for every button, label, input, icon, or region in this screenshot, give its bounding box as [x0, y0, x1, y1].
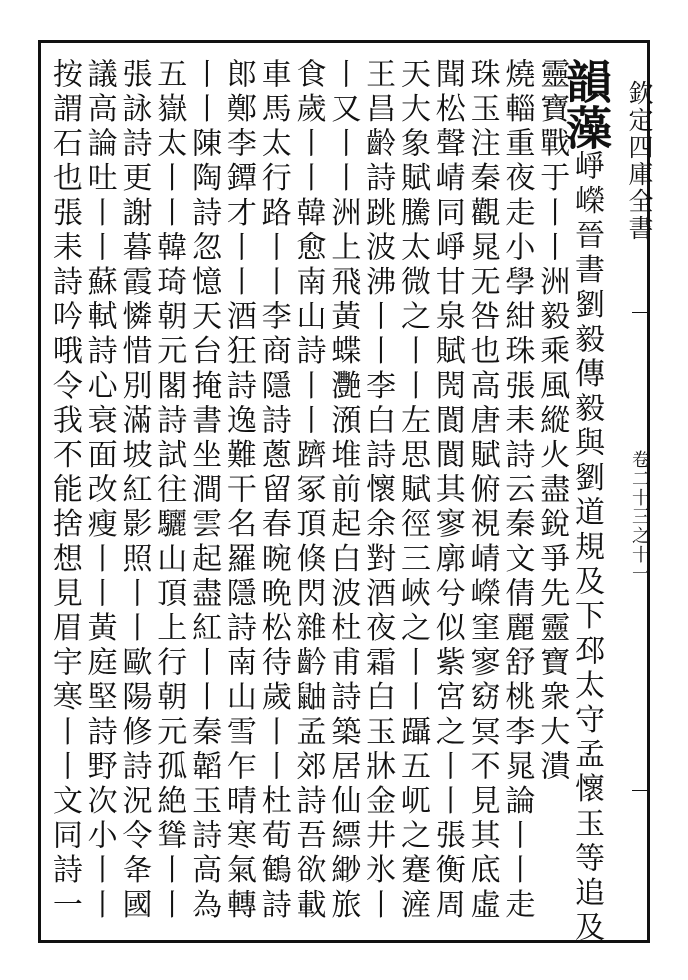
column-text: 五嶽太丨丨韓琦朝元閣詩試往驪山頂上行朝元孤絶聳丨丨 — [151, 58, 187, 923]
column-text: 張詠詩更謝暮霞憐惜別滿坡紅影照丨丨歐陽修詩況令夅國 — [116, 58, 152, 923]
page-margin-strip — [622, 40, 654, 943]
column-text: 天大象賦騰太微之丨丨左思賦徑三峽之丨丨躡五屼之蹇滻 — [394, 58, 430, 923]
column-text: 燒輜重夜走小學紺珠張耒詩云秦文倩麗舒桃李晁論丨丨走 — [499, 58, 535, 923]
text-column-5 — [429, 58, 464, 928]
text-column-9 — [290, 58, 325, 928]
column-text: 崢嶸晉書劉毅傳毅與劉道規及下邳太守孟懷玉等追及 — [569, 150, 604, 946]
column-text: 靈寶戰于丨丨洲毅乘風縱火盡銳爭先靈寶衆大潰 — [534, 58, 570, 785]
margin-rule-bottom — [632, 790, 650, 791]
entry-heading: 韻藻 — [559, 58, 613, 150]
text-column-10 — [255, 58, 290, 928]
text-column-14 — [116, 58, 151, 928]
book-title: 欽定四庫全書 — [625, 80, 654, 242]
column-text: 丨丨陳陶詩忽憶天台掩書坐澗雲起盡紅丨丨秦韜玉詩高為 — [186, 58, 222, 923]
text-column-16 — [46, 58, 81, 928]
text-column-7 — [359, 58, 394, 928]
column-text: 按謂石也張耒詩吟哦令我不能捨想見眉宇寒丨丨文同詩一 — [46, 58, 82, 923]
text-column-13 — [150, 58, 185, 928]
margin-rule-top — [632, 312, 650, 313]
text-column-12 — [185, 58, 220, 928]
column-text: 聞松聲崝同崢甘泉賦閌閬閬其寥廓兮似紫宮之丨丨張衡周 — [429, 58, 465, 923]
text-column-8 — [325, 58, 360, 928]
text-column-6 — [394, 58, 429, 928]
text-column-15 — [81, 58, 116, 928]
column-text: 議高論吐丨丨蘇軾詩心衰面改瘦丨丨黃庭堅詩野次小丨丨 — [81, 58, 117, 923]
column-text: 珠玉注秦觀晁无咎也高唐賦俯視崝嶸窐寥窈冥不見其底虛 — [464, 58, 500, 923]
column-text: 丨又丨丨洲上飛黃蝶灧澦堆前起白波杜甫詩築居仙縹緲旅 — [325, 58, 361, 923]
text-column-11 — [220, 58, 255, 928]
column-text: 王昌齡詩跳波沸丨丨李白詩懷余對酒夜霜白玉牀金井氷丨 — [360, 58, 396, 923]
column-text: 食歲丨丨韓愈南山詩丨丨躋冢頂倏閃雜䶖鼬孟郊詩吾欲載 — [290, 58, 326, 923]
volume-label: 卷二十三之十一 — [629, 450, 650, 583]
text-column-3 — [499, 58, 534, 928]
text-column-1 — [559, 58, 613, 946]
text-column-4 — [464, 58, 499, 928]
column-text: 郎鄭李鐔才丨丨酒狂詩逸難干名羅隱詩南山雪乍晴寒氣轉 — [220, 58, 256, 923]
column-text: 車馬太行路丨丨李商隱詩蔥留春晼晩松待歲丨丨杜荀鶴詩 — [255, 58, 291, 923]
